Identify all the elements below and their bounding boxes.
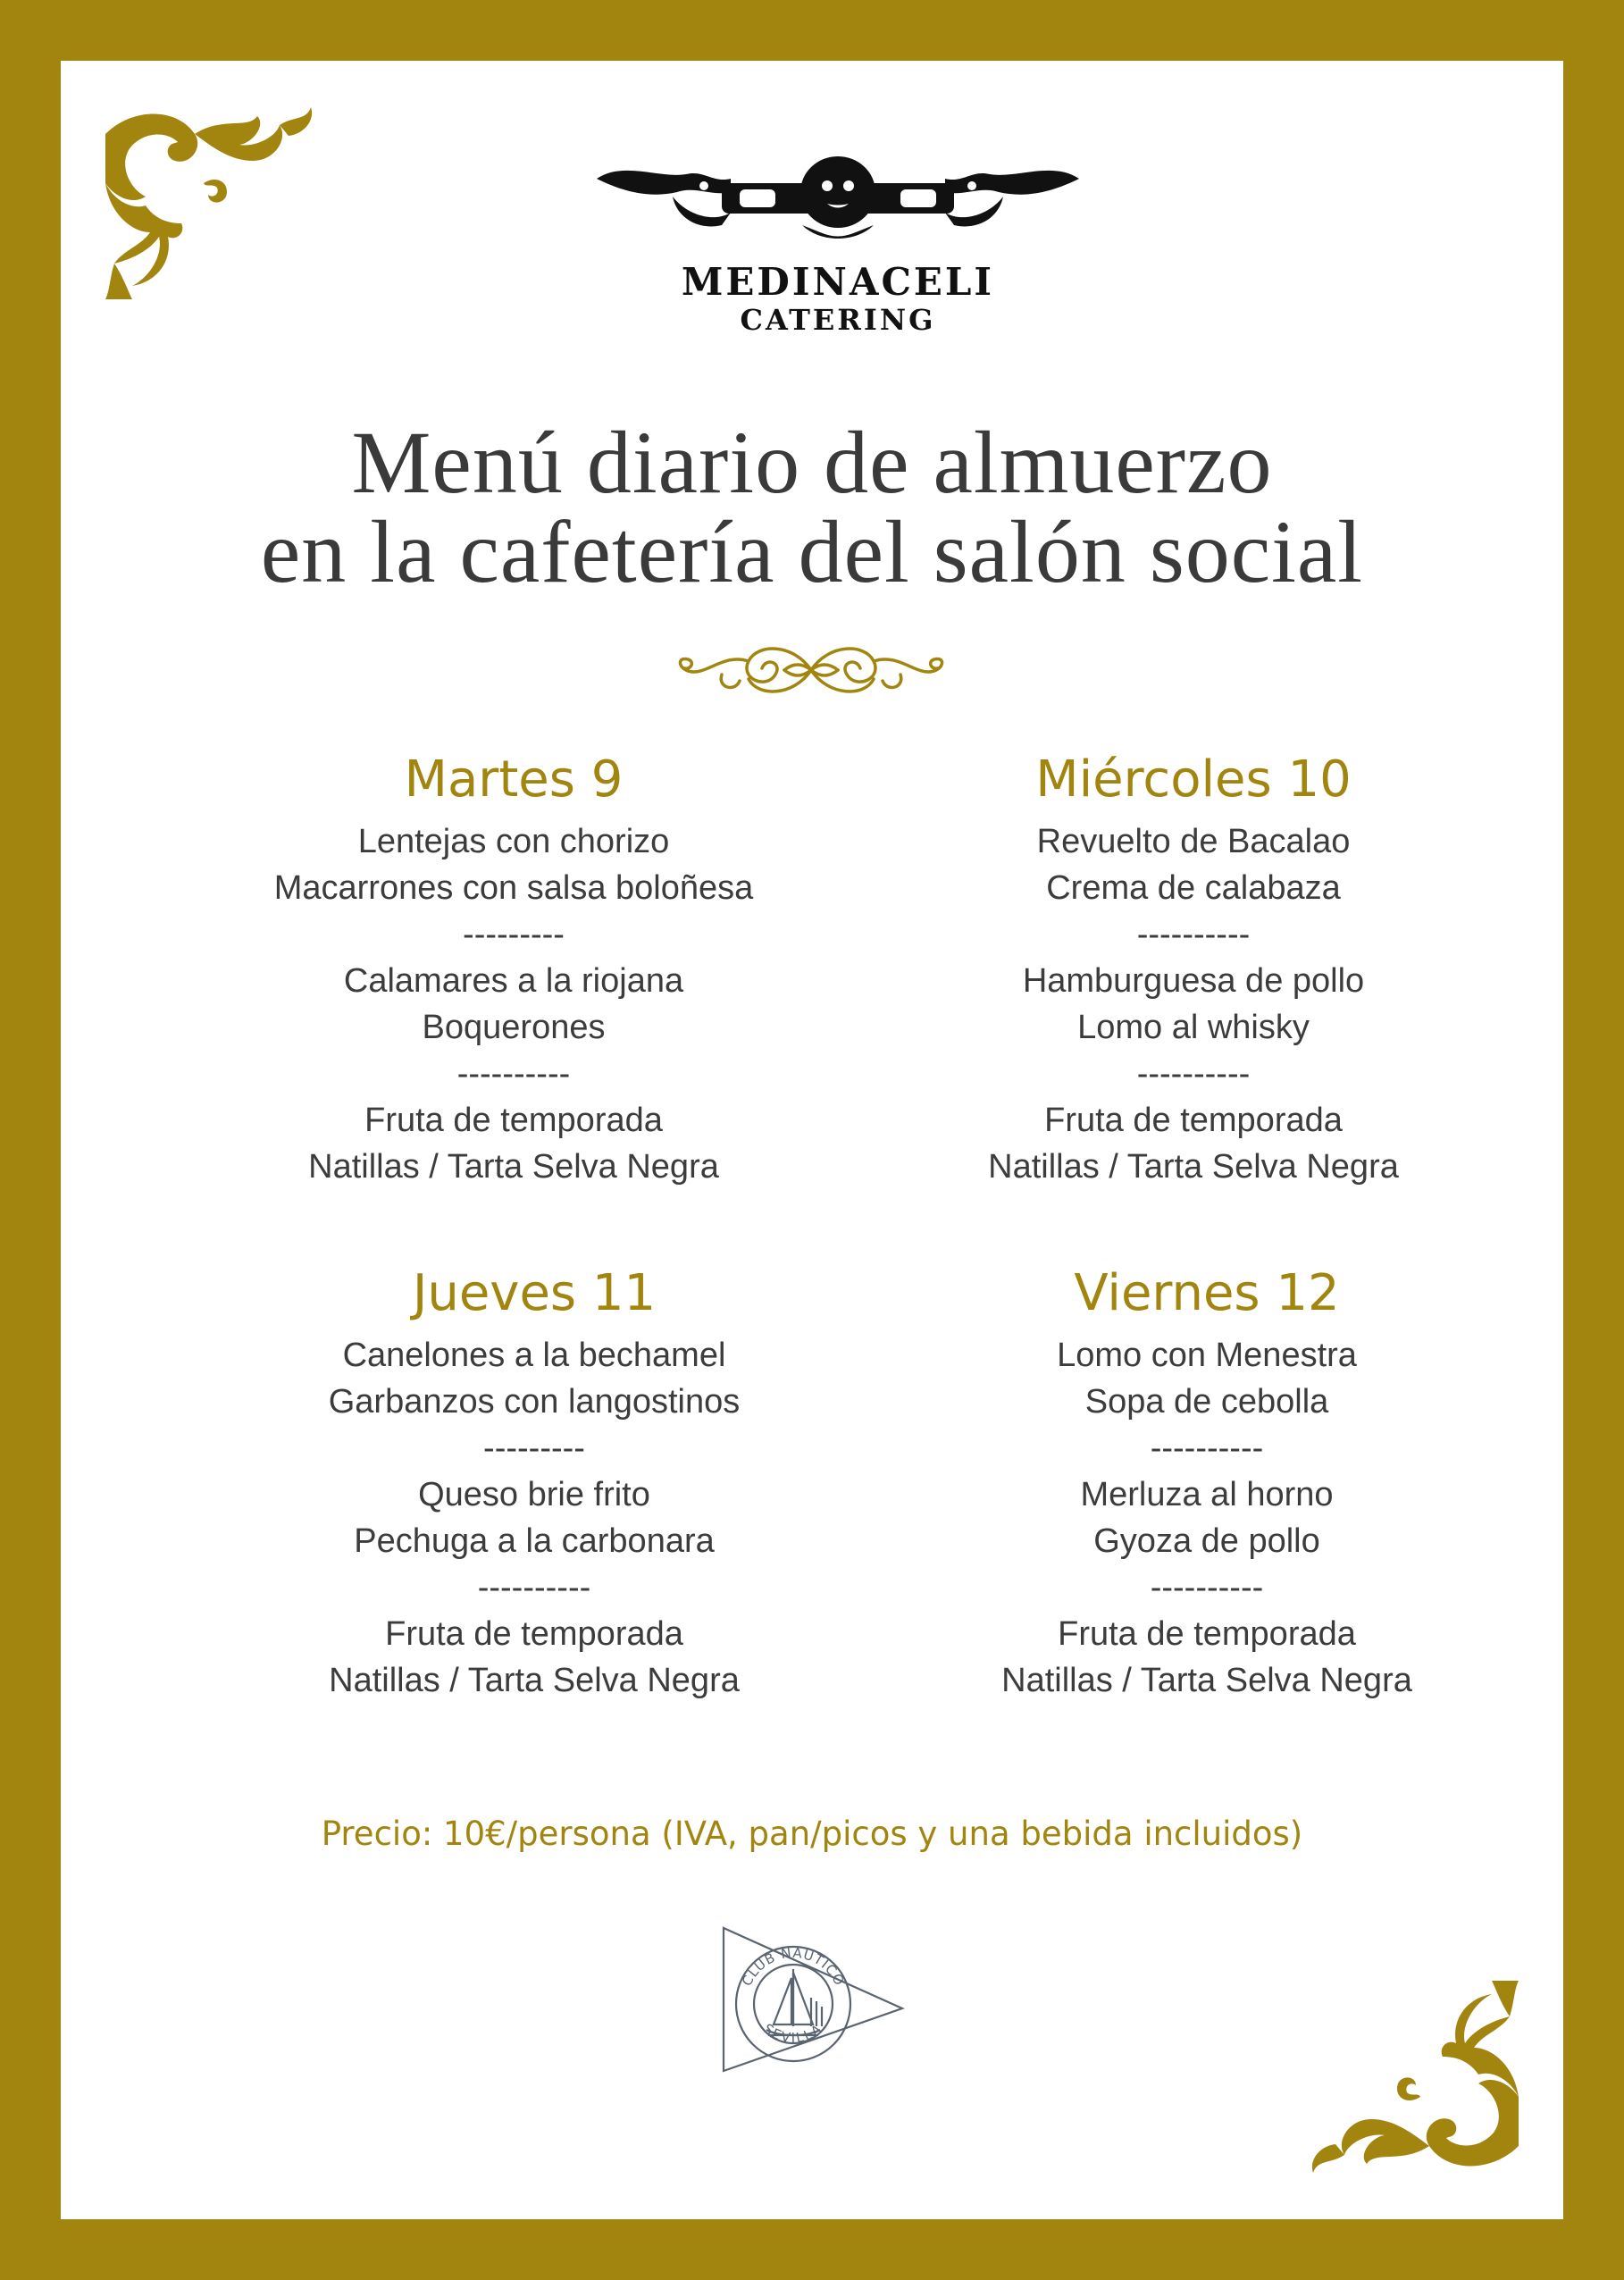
page-title: [61, 413, 1563, 601]
dish-line: Lomo con Menestra: [1057, 1337, 1357, 1374]
dish-line: Fruta de temporada: [364, 1102, 663, 1139]
dish-line: Fruta de temporada: [385, 1615, 683, 1653]
dish-line: Lentejas con chorizo: [357, 823, 670, 860]
dish-line: Macarrones con salsa boloñesa: [273, 869, 754, 907]
dish-line: Natillas / Tarta Selva Negra: [308, 1148, 719, 1186]
dish-line: Natillas / Tarta Selva Negra: [988, 1148, 1399, 1186]
dish-line: Crema de calabaza: [1046, 869, 1341, 907]
corner-ornament-icon: [1304, 1976, 1528, 2182]
dish-line: Lomo al whisky: [1077, 1009, 1310, 1046]
separator-line: ---------: [483, 1429, 585, 1467]
dish-line: Fruta de temporada: [1044, 1102, 1343, 1139]
day-heading: Martes 9: [404, 750, 624, 809]
dish-line: Gyoza de pollo: [1093, 1522, 1320, 1560]
club-logo-top-text: CLUB NAUTICO: [738, 1944, 849, 1989]
flourish-divider-icon: [668, 625, 954, 715]
dish-line: Sopa de cebolla: [1084, 1383, 1329, 1421]
day-heading: Viernes 12: [1074, 1264, 1340, 1322]
title-line-1: Menú diario de almuerzo: [351, 413, 1273, 512]
brand-name: MEDINACELI: [681, 260, 995, 304]
day-menu-martes: [201, 749, 826, 1190]
dish-line: Canelones a la bechamel: [342, 1337, 726, 1374]
brand-logo: [561, 143, 1115, 375]
dish-line: Merluza al horno: [1080, 1476, 1334, 1513]
separator-line: ----------: [1150, 1429, 1264, 1467]
dish-line: Natillas / Tarta Selva Negra: [329, 1662, 740, 1699]
club-logo-bottom-text: SEVILLA: [760, 2020, 826, 2047]
menu-card: [61, 61, 1563, 2219]
dish-line: Revuelto de Bacalao: [1036, 823, 1351, 860]
separator-line: ----------: [1136, 1055, 1251, 1093]
day-menu-viernes: [894, 1262, 1519, 1704]
day-heading: Jueves 11: [412, 1264, 657, 1322]
dish-line: Calamares a la riojana: [343, 962, 684, 1000]
brand-subtitle: CATERING: [740, 303, 936, 337]
separator-line: ----------: [1150, 1569, 1264, 1606]
dish-line: Queso brie frito: [418, 1476, 650, 1513]
separator-line: ---------: [463, 916, 565, 953]
separator-line: ----------: [456, 1055, 571, 1093]
separator-line: ----------: [477, 1569, 591, 1606]
cherub-crest-icon: [588, 143, 1088, 250]
club-pennant-logo-icon: [704, 1892, 909, 2098]
dish-line: Hamburguesa de pollo: [1022, 962, 1365, 1000]
dish-line: Pechuga a la carbonara: [354, 1522, 715, 1560]
dish-line: Boquerones: [422, 1009, 606, 1046]
day-heading: Miércoles 10: [1035, 750, 1352, 809]
separator-line: ----------: [1136, 916, 1251, 953]
corner-ornament-icon: [96, 98, 320, 304]
dish-line: Fruta de temporada: [1058, 1615, 1356, 1653]
price-note: Precio: 10€/persona (IVA, pan/picos y una bebida incluidos): [321, 1815, 1303, 1853]
dish-line: Natillas / Tarta Selva Negra: [1001, 1662, 1412, 1699]
day-menu-jueves: [222, 1262, 847, 1704]
title-line-2: en la cafetería del salón social: [260, 502, 1364, 601]
dish-line: Garbanzos con langostinos: [328, 1383, 741, 1421]
day-menu-miercoles: [881, 749, 1506, 1190]
